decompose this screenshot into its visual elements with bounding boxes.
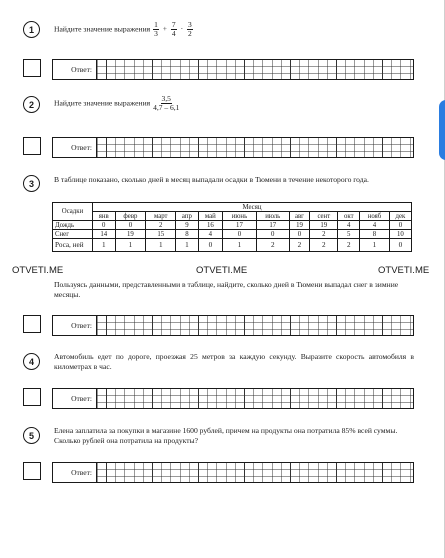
watermark-right: OTVETI.ME <box>378 265 430 276</box>
table-cell: 0 <box>289 230 310 239</box>
month-cell: окт <box>338 212 360 221</box>
answer-checkbox-5[interactable] <box>23 462 41 480</box>
answer-field-1[interactable] <box>52 59 414 80</box>
table-cell: 16 <box>198 221 222 230</box>
table-cell: 15 <box>146 230 176 239</box>
table-cell: 0 <box>93 221 116 230</box>
table-cell: 14 <box>93 230 116 239</box>
answer-label: Ответ: <box>53 138 97 157</box>
table-cell: 4 <box>360 221 390 230</box>
month-cell: дек <box>389 212 411 221</box>
answer-grid[interactable] <box>97 389 413 408</box>
side-tab[interactable] <box>439 100 445 160</box>
answer-label: Ответ: <box>53 389 97 408</box>
month-cell: июль <box>256 212 289 221</box>
answer-grid[interactable] <box>97 463 413 482</box>
table-cell: 8 <box>360 230 390 239</box>
table-cell: 2 <box>310 230 338 239</box>
table-cell: 2 <box>289 239 310 252</box>
watermark-left: OTVETI.ME <box>12 265 64 276</box>
task-1-prompt: Найдите значение выражения <box>54 24 151 34</box>
answer-label: Ответ: <box>53 463 97 482</box>
watermark-center: OTVETI.ME <box>196 265 248 276</box>
table-cell: 2 <box>310 239 338 252</box>
month-cell: янв <box>93 212 116 221</box>
table-cell: 1 <box>223 239 257 252</box>
table-cell: 19 <box>310 221 338 230</box>
row-label: Роса, ней <box>53 239 93 252</box>
month-cell: июнь <box>223 212 257 221</box>
table-cell: 0 <box>389 221 411 230</box>
task-3-text: В таблице показано, сколько дней в месяц выпадали осадки в Тюмени в течение некоторого года. <box>54 175 369 184</box>
task-number-1: 1 <box>23 21 40 38</box>
fraction-1: $\frac{1}{3}$ <box>154 20 158 38</box>
answer-grid[interactable] <box>97 316 413 335</box>
table-header-month: Месяц <box>93 203 412 212</box>
table-cell: 0 <box>223 230 257 239</box>
answer-field-3[interactable] <box>52 315 414 336</box>
table-row <box>53 239 412 252</box>
table-cell: 1 <box>176 239 198 252</box>
fraction-task-2: $\frac{3,5}{4,7 - 6,1}$ <box>153 94 180 112</box>
task-1-text: Найдите значение выражения $\frac{1}{3}$ + $\frac{7}{4}$ · $\frac{3}{2}$ <box>54 20 192 38</box>
table-cell: 19 <box>289 221 310 230</box>
month-cell: май <box>198 212 222 221</box>
table-cell: 0 <box>389 239 411 252</box>
month-cell: сент <box>310 212 338 221</box>
answer-checkbox-4[interactable] <box>23 388 41 406</box>
answer-checkbox-3[interactable] <box>23 315 41 333</box>
task-number-4: 4 <box>23 353 40 370</box>
table-cell: 2 <box>338 239 360 252</box>
task-3-question: Пользуясь данными, представленными в таблице, найдите, сколько дней в Тюмени выпадал снег в зимние месяцы. <box>54 280 399 299</box>
table-cell: 1 <box>360 239 390 252</box>
task-number-5: 5 <box>23 427 40 444</box>
table-cell: 1 <box>146 239 176 252</box>
precipitation-table <box>52 202 412 252</box>
months-row <box>53 212 412 221</box>
table-cell: 2 <box>146 221 176 230</box>
month-cell: апр <box>176 212 198 221</box>
table-cell: 1 <box>93 239 116 252</box>
answer-label: Ответ: <box>53 316 97 335</box>
table-cell: 0 <box>256 230 289 239</box>
fraction-2: $\frac{7}{4}$ <box>171 20 176 38</box>
row-label: Дождь <box>53 221 93 230</box>
table-row <box>53 230 412 239</box>
table-cell: 1 <box>115 239 146 252</box>
table-cell: 17 <box>223 221 257 230</box>
table-cell: 0 <box>198 239 222 252</box>
table-cell: 5 <box>338 230 360 239</box>
table-cell: 8 <box>176 230 198 239</box>
month-cell: авг <box>289 212 310 221</box>
fraction-3: $\frac{3}{2}$ <box>188 20 192 38</box>
answer-field-2[interactable] <box>52 137 414 158</box>
task-number-3: 3 <box>23 175 40 192</box>
table-cell: 9 <box>176 221 198 230</box>
answer-checkbox-2[interactable] <box>23 137 41 155</box>
answer-grid[interactable] <box>97 60 413 79</box>
month-cell: февр <box>115 212 146 221</box>
table-cell: 0 <box>115 221 146 230</box>
table-cell: 4 <box>338 221 360 230</box>
task-5-text: Елена заплатила за покупки в магазине 1600 рублей, причем на продукты она потратила 85% всей суммы. Сколько рублей она потратила на продукты? <box>54 426 398 445</box>
row-label: Снег <box>53 230 93 239</box>
task-number-2: 2 <box>23 96 40 113</box>
answer-checkbox-1[interactable] <box>23 59 41 77</box>
table-cell: 19 <box>115 230 146 239</box>
task-4-text: Автомобиль едет по дороге, проезжая 25 метров за каждую секунду. Выразите скорость автомобиля в километрах в час. <box>54 352 414 371</box>
answer-field-5[interactable] <box>52 462 414 483</box>
answer-label: Ответ: <box>53 60 97 79</box>
task-2-text <box>54 95 180 112</box>
table-cell: 2 <box>256 239 289 252</box>
task-2-prompt: Найдите значение выражения <box>54 98 151 108</box>
answer-grid[interactable] <box>97 138 413 157</box>
table-cell: 17 <box>256 221 289 230</box>
table-cell: 10 <box>389 230 411 239</box>
table-row <box>53 221 412 230</box>
answer-field-4[interactable] <box>52 388 414 409</box>
month-cell: нояб <box>360 212 390 221</box>
month-cell: март <box>146 212 176 221</box>
table-corner: Осадки <box>53 203 93 221</box>
table-cell: 4 <box>198 230 222 239</box>
